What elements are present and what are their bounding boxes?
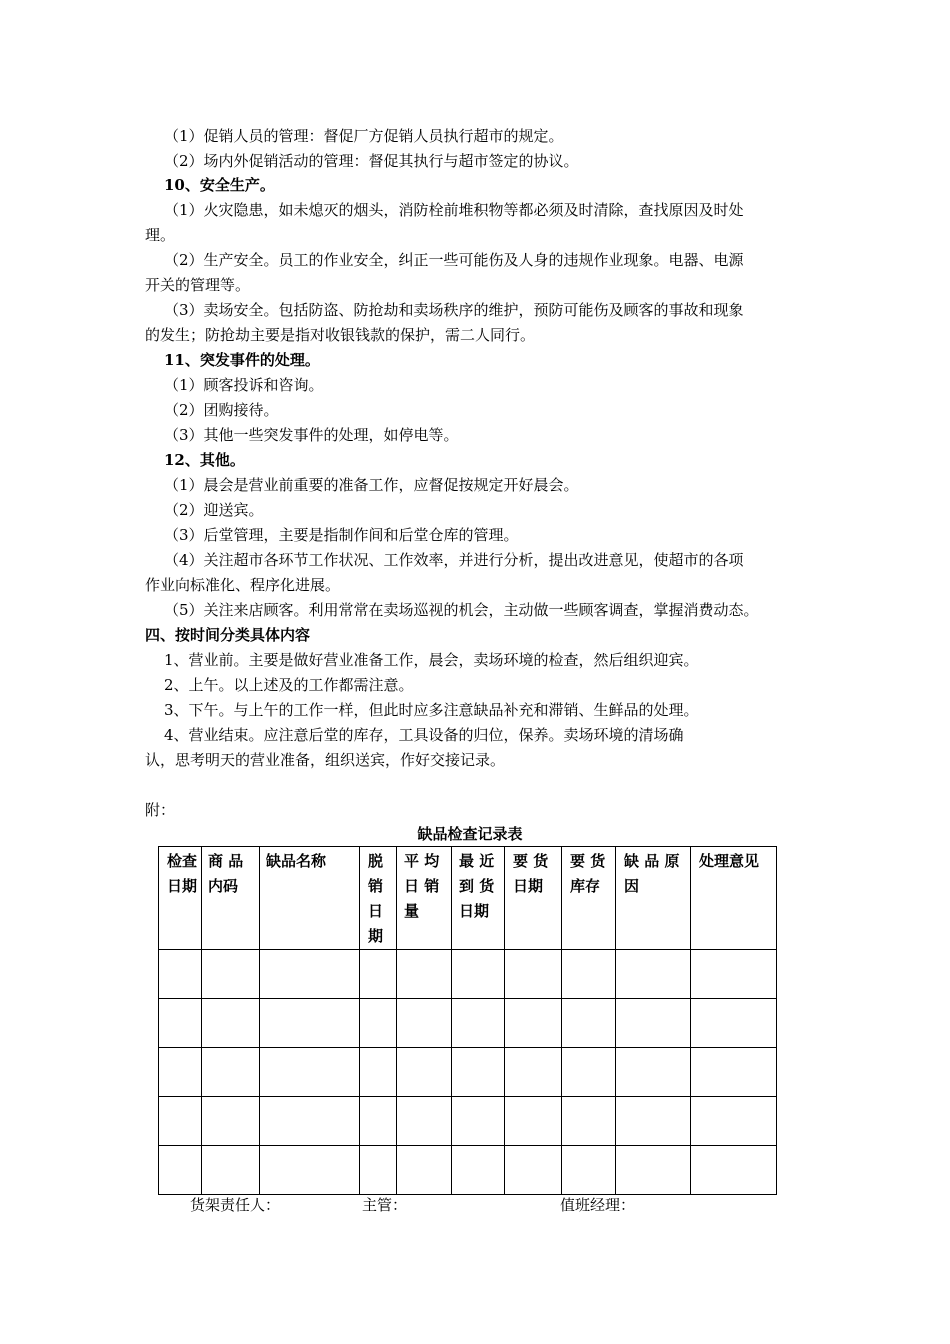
header-cell: 处理意见 [691,847,777,950]
text-line: （1）顾客投诉和咨询。 [164,376,324,394]
section-heading: 四、按时间分类具体内容 [145,626,311,644]
text-line: （2）场内外促销活动的管理：督促其执行与超市签定的协议。 [164,152,579,170]
supervisor-signature: 主管： [362,1196,408,1214]
header-cell: 要 货库存 [562,847,616,950]
table-title: 缺品检查记录表 [417,825,523,843]
text-line: 理。 [145,226,176,244]
table-row [159,1097,777,1146]
text-line: 4、营业结束。应注意后堂的库存，工具设备的归位，保养。卖场环境的清场确 [164,726,684,744]
shelf-owner-signature: 货架责任人： [190,1196,281,1214]
text-line: （3）其他一些突发事件的处理，如停电等。 [164,426,459,444]
missing-goods-table [158,846,777,1195]
header-cell: 平 均日 销量 [397,847,452,950]
header-cell: 要 货日期 [505,847,562,950]
text-line: （5）关注来店顾客。利用常常在卖场巡视的机会，主动做一些顾客调查，掌握消费动态。 [164,601,759,619]
section-heading: 11、突发事件的处理。 [164,351,320,369]
text-line: （2）生产安全。员工的作业安全，纠正一些可能伤及人身的违规作业现象。电器、电源 [164,251,744,269]
appendix-label: 附： [145,801,176,819]
text-line: 3、下午。与上午的工作一样，但此时应多注意缺品补充和滞销、生鲜品的处理。 [164,701,699,719]
table-row [159,1146,777,1195]
header-cell: 商 品内码 [202,847,260,950]
text-line: （3）卖场安全。包括防盗、防抢劫和卖场秩序的维护，预防可能伤及顾客的事故和现象 [164,301,744,319]
text-line: 1、营业前。主要是做好营业准备工作，晨会，卖场环境的检查，然后组织迎宾。 [164,651,699,669]
text-line: （3）后堂管理，主要是指制作间和后堂仓库的管理。 [164,526,519,544]
text-line: （1）火灾隐患，如未熄灭的烟头，消防栓前堆积物等都必须及时清除，查找原因及时处 [164,201,744,219]
header-cell: 最 近到 货日期 [452,847,505,950]
header-cell: 脱销日期 [360,847,397,950]
text-line: （4）关注超市各环节工作状况、工作效率，并进行分析，提出改进意见，使超市的各项 [164,551,744,569]
text-line: （2）团购接待。 [164,401,279,419]
text-line: （2）迎送宾。 [164,501,264,519]
section-heading: 10、安全生产。 [164,176,275,194]
table-row [159,950,777,999]
text-line: 的发生；防抢劫主要是指对收银钱款的保护，需二人同行。 [145,326,536,344]
text-line: （1）晨会是营业前重要的准备工作，应督促按规定开好晨会。 [164,476,579,494]
table-header-row [159,847,777,950]
header-cell: 缺 品 原因 [616,847,691,950]
text-line: 认，思考明天的营业准备，组织送宾，作好交接记录。 [145,751,506,769]
header-cell: 检查日期 [159,847,202,950]
section-heading: 12、其他。 [164,451,245,469]
text-line: 作业向标准化、程序化进展。 [145,576,341,594]
text-line: 开关的管理等。 [145,276,251,294]
header-cell: 缺品名称 [260,847,360,950]
text-line: （1）促销人员的管理：督促厂方促销人员执行超市的规定。 [164,127,564,145]
duty-manager-signature: 值班经理： [560,1196,636,1214]
table-row [159,1048,777,1097]
table-row [159,999,777,1048]
text-line: 2、上午。以上述及的工作都需注意。 [164,676,414,694]
